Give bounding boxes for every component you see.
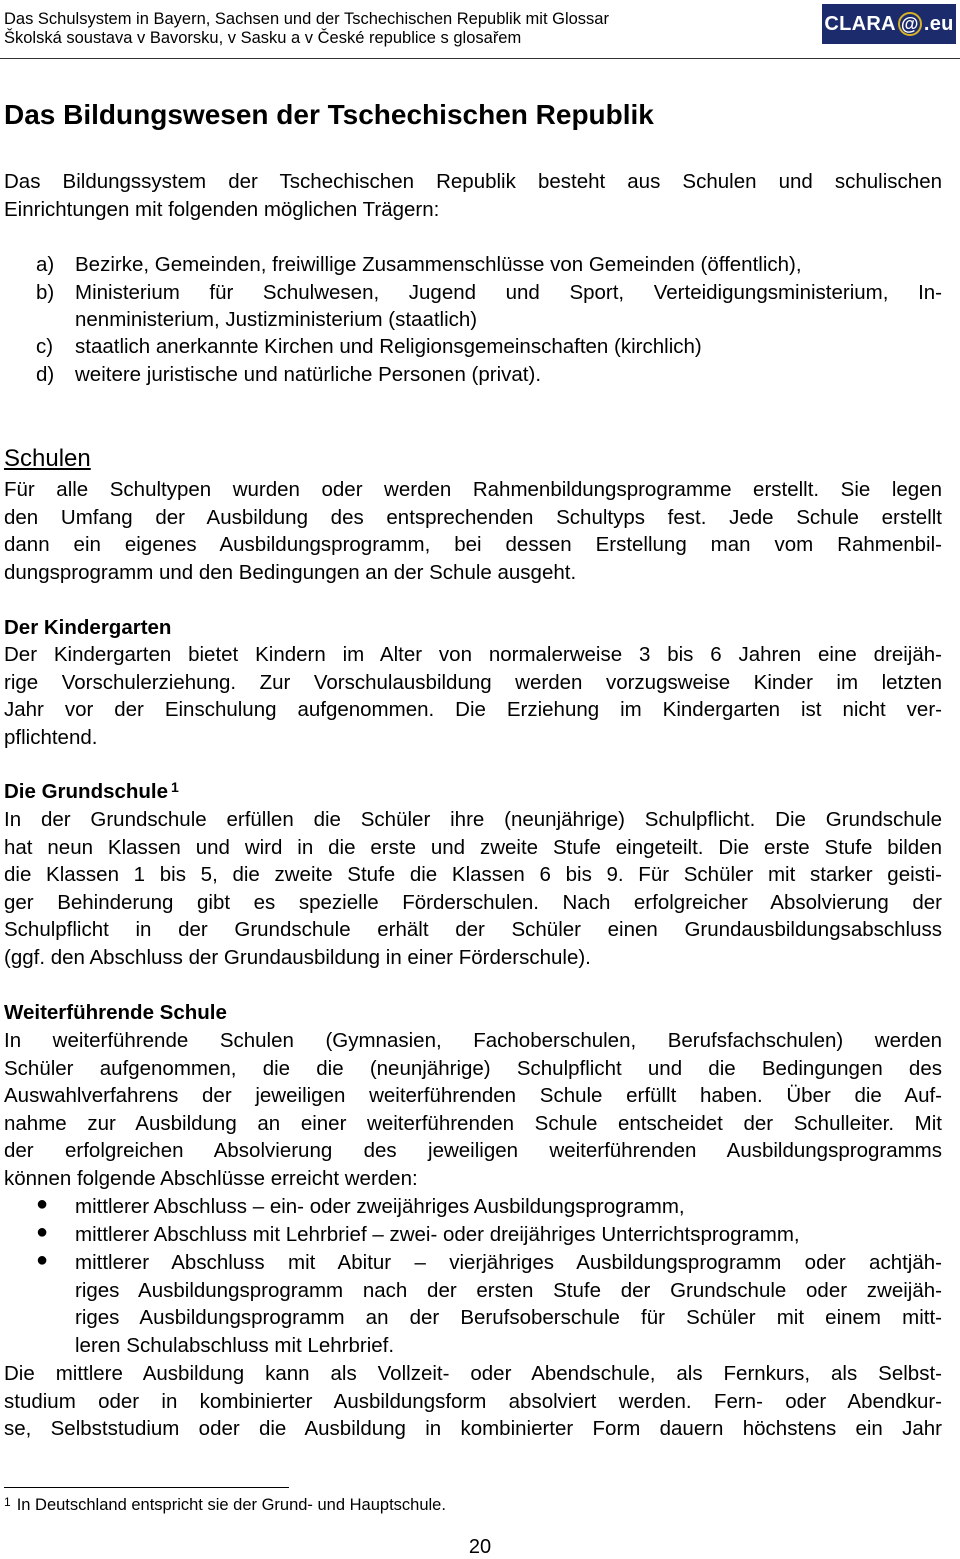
- text-line: Schüler aufgenommen, die die (neunjährige) Schulpflicht und die Bedingungen des: [4, 1056, 942, 1080]
- text-line: Jahr vor der Einschulung aufgenommen. Die Erziehung im Kindergarten ist nicht ver-: [4, 698, 942, 721]
- footnote-divider: [4, 1487, 289, 1488]
- header-title-german: Das Schulsystem in Bayern, Sachsen und der Tschechischen Republik mit Glossar: [4, 10, 609, 28]
- heading-text: Die Grundschule: [4, 780, 169, 803]
- text-line: Die mittlere Ausbildung kann als Vollzeit- oder Abendschule, als Fernkurs, als Selbst-: [4, 1362, 942, 1385]
- at-icon: @: [898, 12, 922, 36]
- grundschule-paragraph: [4, 806, 942, 971]
- footnote-text: In Deutschland entspricht sie der Grund- und Hauptschule.: [16, 1496, 446, 1514]
- weiterfuehrende-closing-paragraph: [4, 1360, 942, 1443]
- text-line: Einrichtungen mit folgenden möglichen Trägern:: [4, 197, 440, 221]
- section-heading-schulen: Schulen: [4, 445, 91, 472]
- text-line: pflichtend.: [4, 725, 98, 749]
- text-line: studium oder in kombinierter Ausbildungsform absolviert werden. Fern- oder Abendkur-: [4, 1389, 942, 1413]
- text-line: die Klassen 1 bis 5, die zweite Stufe die Klassen 6 bis 9. Für Schüler mit starker geisti-: [4, 863, 942, 886]
- bullet-icon: ●: [36, 1193, 49, 1215]
- footnote: [4, 1494, 446, 1516]
- weiterfuehrende-paragraph: [4, 1027, 942, 1192]
- kindergarten-paragraph: [4, 641, 942, 751]
- text-line: leren Schulabschluss mit Lehrbrief.: [75, 1333, 395, 1357]
- text-line: dann ein eigenes Ausbildungsprogramm, bei dessen Erstellung man vom Rahmenbil-: [4, 533, 942, 556]
- section-heading-weiterfuehrende: Weiterführende Schule: [4, 1001, 227, 1024]
- text-line: In der Grundschule erfüllen die Schüler ihre (neunjährige) Schulpflicht. Die Grundschule: [4, 808, 942, 831]
- text-line: Der Kindergarten bietet Kindern im Alter von normalerweise 3 bis 6 Jahren eine dreijäh-: [4, 643, 942, 666]
- carrier-marker: c): [36, 335, 54, 358]
- logo-domain: .eu: [923, 12, 954, 35]
- text-line: mittlerer Abschluss mit Abitur – vierjähriges Ausbildungsprogramm oder achtjäh-: [75, 1251, 942, 1274]
- logo-text: CLARA: [824, 12, 896, 35]
- bullet-item: mittlerer Abschluss – ein- oder zweijähriges Ausbildungsprogramm,: [75, 1195, 685, 1218]
- text-line: Das Bildungssystem der Tschechischen Republik besteht aus Schulen und schulischen: [4, 170, 942, 193]
- clara-logo: [822, 4, 956, 44]
- text-line: ger Behinderung gibt es spezielle Förderschulen. Nach erfolgreicher Absolvierung der: [4, 890, 942, 914]
- page-title: Das Bildungswesen der Tschechischen Republik: [4, 99, 654, 130]
- page-number: 20: [468, 1536, 492, 1558]
- text-line: Für alle Schultypen wurden oder werden Rahmenbildungsprogramme erstellt. Sie legen: [4, 478, 942, 501]
- footnote-reference: 1: [171, 779, 179, 795]
- text-line: riges Ausbildungsprogramm nach der ersten Stufe der Grundschule oder zweijäh-: [75, 1278, 942, 1302]
- bullet-item: [75, 1249, 942, 1359]
- header-divider: [0, 58, 960, 59]
- section-heading-kindergarten: Der Kindergarten: [4, 616, 172, 639]
- section-heading-grundschule: [4, 778, 179, 806]
- text-line: rige Vorschulerziehung. Zur Vorschulausbildung werden vorzugsweise Kinder im letzten: [4, 670, 942, 694]
- text-line: nahme zur Ausbildung an einer weiterführenden Schule entscheidet der Schulleiter. Mit: [4, 1111, 942, 1135]
- running-header: [4, 10, 609, 48]
- text-line: dungsprogramm und den Bedingungen an der Schule ausgeht.: [4, 560, 577, 584]
- text-line: Schulpflicht in der Grundschule erhält der Schüler einen Grundausbildungsabschluss: [4, 918, 942, 941]
- text-line: hat neun Klassen und wird in die erste und zweite Stufe eingeteilt. Die erste Stufe bilden: [4, 835, 942, 859]
- bullet-item: mittlerer Abschluss mit Lehrbrief – zwei- oder dreijähriges Unterrichtsprogramm,: [75, 1223, 800, 1246]
- text-line: (ggf. den Abschluss der Grundausbildung in einer Förderschule).: [4, 945, 591, 969]
- carrier-marker: d): [36, 363, 55, 386]
- carrier-item: staatlich anerkannte Kirchen und Religionsgemeinschaften (kirchlich): [75, 335, 702, 358]
- bullet-icon: ●: [36, 1221, 49, 1243]
- text-line: den Umfang der Ausbildung des entsprechenden Schultyps fest. Jede Schule erstellt: [4, 505, 942, 529]
- header-title-czech: Školská soustava v Bavorsku, v Sasku a v České republice s glosařem: [4, 29, 522, 47]
- footnote-marker: 1: [4, 1495, 11, 1509]
- carrier-item: nenministerium, Justizministerium (staatlich): [75, 308, 478, 331]
- text-line: Auswahlverfahrens der jeweiligen weiterführenden Schule erfüllt haben. Über die Auf-: [4, 1084, 942, 1107]
- carrier-marker: a): [36, 253, 55, 276]
- text-line: der erfolgreichen Absolvierung des jeweiligen weiterführenden Ausbildungsprogramms: [4, 1139, 942, 1162]
- carrier-item: Bezirke, Gemeinden, freiwillige Zusammenschlüsse von Gemeinden (öffentlich),: [75, 253, 802, 276]
- intro-paragraph: [4, 168, 942, 223]
- bullet-icon: ●: [36, 1249, 49, 1271]
- carrier-item: Ministerium für Schulwesen, Jugend und Sport, Verteidigungsministerium, In-: [75, 281, 942, 304]
- text-line: riges Ausbildungsprogramm an der Berufsoberschule für Schüler mit einem mitt-: [75, 1306, 942, 1329]
- text-line: können folgende Abschlüsse erreicht werden:: [4, 1166, 418, 1190]
- carrier-item: weitere juristische und natürliche Personen (privat).: [75, 363, 542, 386]
- text-line: In weiterführende Schulen (Gymnasien, Fachoberschulen, Berufsfachschulen) werden: [4, 1029, 942, 1052]
- schulen-paragraph: [4, 476, 942, 586]
- text-line: se, Selbststudium oder die Ausbildung in kombinierter Form dauern höchstens ein Jahr: [4, 1417, 942, 1440]
- carrier-marker: b): [36, 281, 55, 304]
